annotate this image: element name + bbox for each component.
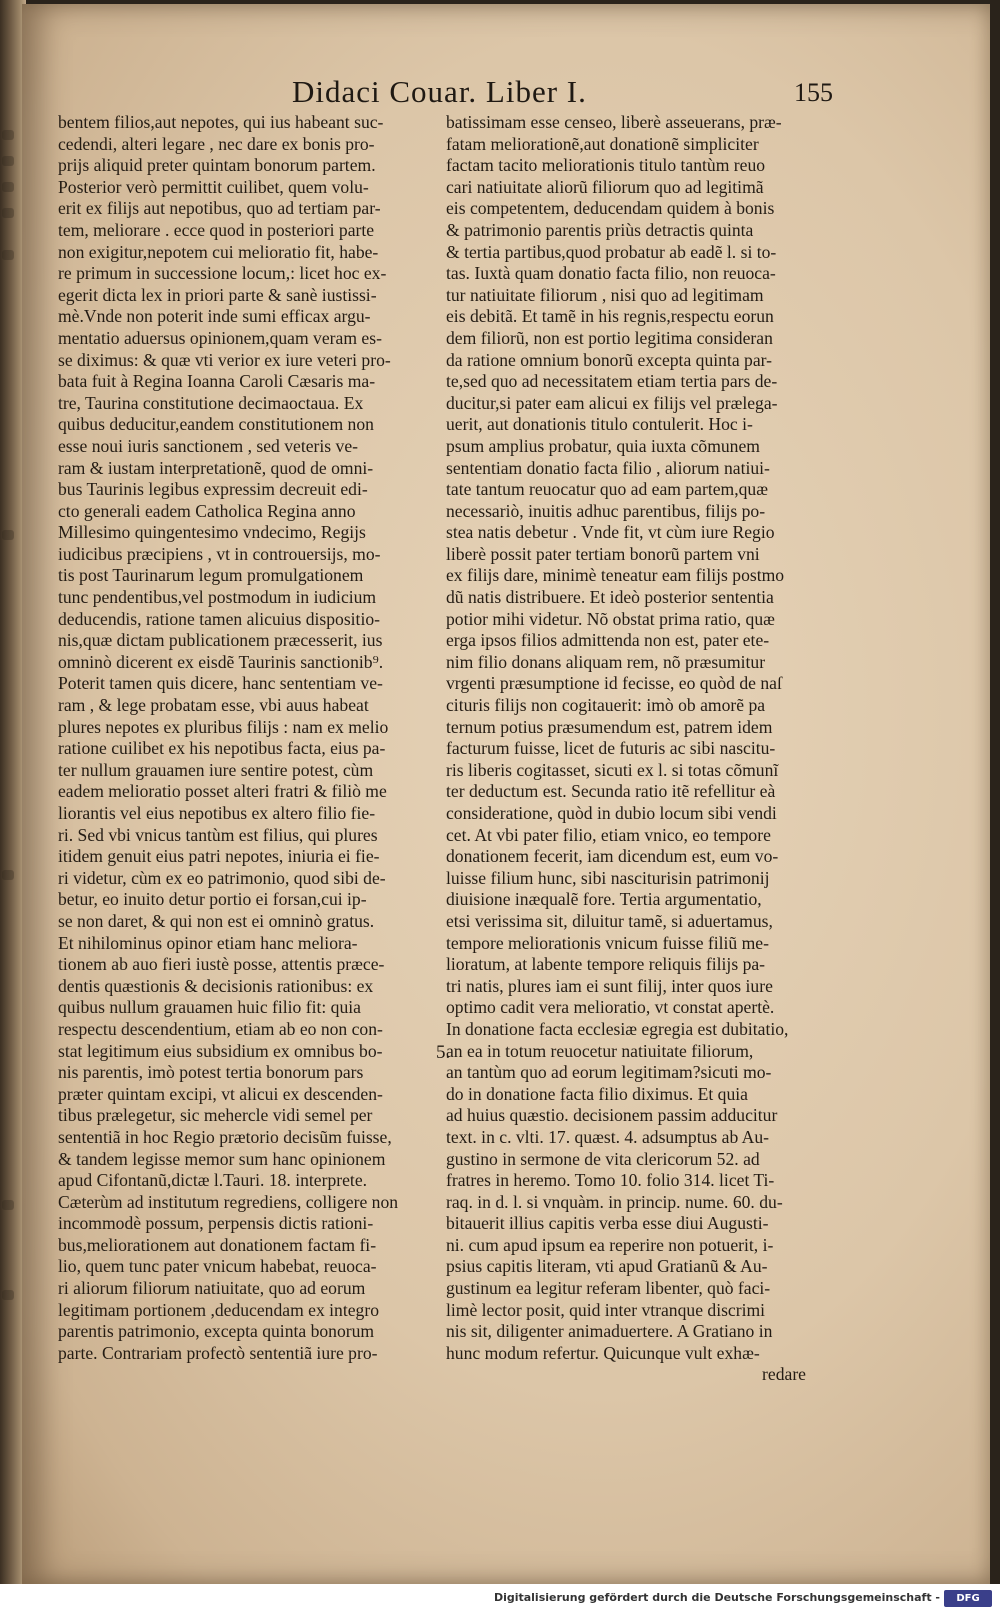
text-line: iudicibus præcipiens , vt in controuersijs, mo-: [58, 543, 381, 564]
text-line: an ea in totum reuocetur natiuitate filiorum,: [446, 1040, 754, 1061]
text-line: liberè possit pater tertiam bonorũ partem vni: [446, 543, 760, 564]
text-line: tur natiuitate filiorum , nisi quo ad legitimam: [446, 284, 764, 305]
text-line: tas. Iuxtà quam donatio facta filio, non reuoca-: [446, 263, 776, 284]
text-line: esse noui iuris sanctionem , sed veteris ve-: [58, 435, 358, 456]
text-line: Et nihilominus opinor etiam hanc meliora-: [58, 932, 358, 953]
text-line: ni. cum apud ipsum ea reperire non potuerit, i-: [446, 1234, 774, 1255]
text-line: parentis patrimonio, excepta quinta bonorum: [58, 1321, 375, 1342]
text-line: Posterior verò permittit cuilibet, quem volu-: [58, 176, 369, 197]
text-column-left: [58, 112, 418, 1532]
text-line: do in donatione facta filio diximus. Et quia: [446, 1083, 748, 1104]
text-line: cituris filijs non cogitauerit: imò ob amorẽ pa: [446, 695, 766, 716]
text-line: cet. At vbi pater filio, etiam vnico, eo tempore: [446, 824, 771, 845]
text-line: re primum in successione locum,: licet hoc ex-: [58, 263, 387, 284]
text-line: liorantis vel eius nepotibus ex altero filio fie-: [58, 803, 376, 823]
text-line: ri aliorum filiorum natiuitate, quo ad eorum: [58, 1278, 366, 1299]
text-line: eis debitã. Et tamẽ in his regnis,respectu eorun: [446, 306, 774, 327]
text-line: ternum potius præsumendum est, patrem idem: [446, 716, 773, 737]
text-line: tionem ab auo fieri iustè posse, attentis præce-: [58, 954, 385, 975]
text-line: optimo cadit vera melioratio, vt constat apertè.: [446, 997, 775, 1018]
text-line: an tantùm quo ad eorum legitimam?sicuti mo-: [446, 1062, 772, 1083]
text-line: & patrimonio parentis priùs detractis quinta: [446, 219, 754, 240]
text-line: plures nepotes ex pluribus filijs : nam ex melio: [58, 716, 389, 737]
text-line: ducitur,si pater eam alicui ex filijs vel prælega-: [446, 392, 778, 413]
text-line: batissimam esse censeo, liberè asseuerans, præ-: [446, 112, 782, 132]
text-line: fatam meliorationẽ,aut donationẽ simpliciter: [446, 133, 759, 154]
text-line: vrgenti præsumptione id fecisse, eo quòd de naſ: [446, 673, 782, 694]
text-line: quibus deducitur,eandem constitutionem non: [58, 414, 374, 435]
text-line: ram , & lege probatam esse, vbi auus habeat: [58, 695, 369, 716]
text-line: dem filiorũ, non est portio legitima consideran: [446, 327, 773, 348]
text-line: tate tantum reuocatur quo ad eam partem,quæ: [446, 479, 768, 500]
text-line: bata fuit à Regina Ioanna Caroli Cæsaris ma-: [58, 371, 376, 392]
text-line: stea natis debetur . Vnde fit, vt cùm iure Regio: [446, 522, 775, 543]
text-line: tri natis, plures iam ei sunt filij, inter quos iure: [446, 975, 773, 996]
text-line: parte. Contrariam profectò sententiã iure pro-: [58, 1342, 378, 1363]
text-line: text. in c. vlti. 17. quæst. 4. adsumptus ab Au-: [446, 1126, 770, 1147]
text-line: respectu descendentium, etiam ab eo non con-: [58, 1018, 383, 1039]
text-line: præter quintam excipi, vt alicui ex descenden-: [58, 1083, 383, 1104]
text-line: ri. Sed vbi vnicus tantùm est filius, qui plures: [58, 824, 378, 845]
text-line: da ratione omnium bonorũ excepta quinta par-: [446, 349, 772, 370]
text-line: gustino in sermone de vita clericorum 52. ad: [446, 1148, 760, 1169]
text-line: donationem fecerit, iam dicendum est, eum vo-: [446, 846, 779, 867]
text-line: & tandem legisse memor sum hanc opinionem: [58, 1148, 386, 1169]
text-line: raq. in d. l. si vnquàm. in princip. nume. 60. du-: [446, 1191, 783, 1212]
text-line: non exigitur,nepotem cui melioratio fit, habe-: [58, 241, 379, 262]
text-line: gustinum ea legitur referam libenter, quò faci-: [446, 1278, 771, 1299]
text-line: erit ex filijs aut nepotibus, quo ad tertiam par-: [58, 198, 381, 219]
text-line: ad huius quæstio. decisionem passim adducitur: [446, 1105, 778, 1126]
text-line: tre, Taurina constitutione decimaoctaua. Ex: [58, 392, 364, 413]
text-line: ex filijs dare, minimè teneatur eam filijs postmo: [446, 565, 785, 586]
text-line: nim filio donans aliquam rem, nõ præsumitur: [446, 651, 766, 672]
text-line: fratres in heremo. Tomo 10. folio 314. licet Ti-: [446, 1170, 775, 1191]
text-line: dentis quæstionis & decisionis rationibus: ex: [58, 975, 374, 996]
text-line: eis competentem, deducendam quidem à bonis: [446, 198, 775, 219]
running-title: Didaci Couar. Liber I.: [292, 74, 587, 109]
text-line: itidem genuit eius patri nepotes, iniuria ei fie-: [58, 846, 380, 867]
text-line: redare: [762, 1364, 806, 1385]
text-line: tem, meliorare . ecce quod in posteriori parte: [58, 219, 375, 240]
text-line: tempore meliorationis vnicum fuisse filiũ me-: [446, 932, 769, 953]
text-line: factam tacito meliorationis titulo tantùm reuo: [446, 155, 766, 176]
text-line: potior mihi videtur. Nõ obstat prima ratio, quæ: [446, 608, 775, 629]
margin-section-number: 5.: [436, 1042, 451, 1063]
text-line: se non daret, & qui non est ei omninò gratus.: [58, 910, 375, 931]
digitization-footer: [0, 1584, 1000, 1614]
text-line: stat legitimum eius subsidium ex omnibus bo-: [58, 1040, 383, 1061]
text-line: ter nullum grauamen iure sentire potest, cùm: [58, 759, 374, 780]
text-line: & tertia partibus,quod probatur ab eadẽ l. si to-: [446, 241, 777, 262]
text-line: lioratum, at labente tempore reliquis filijs pa-: [446, 954, 766, 975]
text-line: consideratione, quòd in dubio locum sibi vendi: [446, 803, 777, 823]
text-line: legitimam portionem ,deducendam ex integro: [58, 1299, 379, 1320]
facing-page-edge: [0, 110, 20, 1310]
text-line: In donatione facta ecclesiæ egregia est dubitatio,: [446, 1018, 789, 1039]
text-line: quibus nullum grauamen huic filio fit: quia: [58, 997, 361, 1018]
text-line: se diximus: & quæ vti verior ex iure veteri pro-: [58, 349, 391, 370]
text-line: bus Taurinis legibus expressim decreuit edi-: [58, 479, 368, 500]
text-line: ratione cuilibet ex his nepotibus facta, eius pa-: [58, 738, 386, 759]
text-line: ram & iustam interpretationẽ, quod de omni-: [58, 457, 374, 478]
text-line: diuisione inæqualẽ fore. Tertia argumentatio,: [446, 889, 762, 910]
text-line: deducendis, ratione tamen alicuius dispositio-: [58, 608, 380, 629]
text-line: psius capitis literam, vti apud Gratianũ & Au-: [446, 1256, 768, 1277]
text-line: tibus prælegetur, sic mehercle vidi semel per: [58, 1105, 373, 1126]
text-line: bus,meliorationem aut donationem factam fi-: [58, 1234, 377, 1255]
text-line: omninò dicerent ex eisdẽ Taurinis sanctionib⁹.: [58, 651, 384, 672]
text-line: uerit, aut donationis titulo contulerit. Hoc i-: [446, 414, 753, 435]
funding-credit: Digitalisierung gefördert durch die Deutsche Forschungsgemeinschaft -: [493, 1591, 940, 1604]
text-line: tunc pendentibus,vel postmodum in iudicium: [58, 587, 377, 608]
text-line: ri videtur, cùm ex eo patrimonio, quod sibi de-: [58, 867, 386, 888]
text-line: psum amplius probatur, quia iuxta cõmunem: [446, 435, 760, 456]
text-line: Millesimo quingentesimo vndecimo, Regijs: [58, 522, 366, 543]
text-line: sententiã in hoc Regio prætorio decisũm fuisse,: [58, 1126, 392, 1147]
text-line: cari natiuitate aliorũ filiorum quo ad legitimã: [446, 176, 764, 197]
text-line: nis,quæ dictam publicationem præcesserit, ius: [58, 630, 383, 651]
text-line: hunc modum refertur. Quicunque vult exhæ-: [446, 1342, 760, 1363]
text-line: te,sed quo ad necessitatem etiam tertia pars de-: [446, 371, 778, 392]
text-line: mè.Vnde non poterit inde sumi efficax argu-: [58, 306, 371, 327]
book-page: [22, 4, 990, 1584]
text-line: cedendi, alteri legare , nec dare ex bonis pro-: [58, 133, 375, 154]
text-line: nis parentis, imò potest tertia bonorum pars: [58, 1062, 364, 1083]
text-line: erga ipsos filios admittenda non est, pater ete-: [446, 630, 770, 651]
dfg-logo: DFG: [944, 1590, 992, 1607]
text-line: apud Cifontanũ,dictæ l.Tauri. 18. interprete.: [58, 1170, 368, 1191]
text-line: ter deductum est. Secunda ratio itẽ refellitur eà: [446, 781, 776, 802]
text-line: egerit dicta lex in priori parte & sanè iustissi-: [58, 284, 377, 305]
text-line: Poterit tamen quis dicere, hanc sententiam ve-: [58, 673, 383, 694]
text-line: betur, eo inuito detur portio ei forsan,cui ip-: [58, 889, 367, 910]
text-line: prijs aliquid preter quintam bonorum partem.: [58, 155, 376, 176]
text-column-right: [446, 112, 806, 1532]
text-line: nis sit, diligenter animaduertere. A Gratiano in: [446, 1321, 773, 1342]
text-line: limè lector posit, quid inter vtranque discrimi: [446, 1299, 766, 1320]
text-line: etsi verissima sit, diluitur tamẽ, si aduertamus,: [446, 910, 773, 931]
text-line: ris liberis cogitasset, sicuti ex l. si totas cõmunĩ: [446, 759, 779, 780]
text-line: dũ natis distribuere. Et ideò posterior sententia: [446, 587, 774, 608]
text-line: bentem filios,aut nepotes, qui ius habeant suc-: [58, 112, 384, 132]
text-line: bitauerit illius capitis verba esse diui Augusti-: [446, 1213, 769, 1234]
text-line: necessariò, inuitis adhuc parentibus, filijs po-: [446, 500, 766, 521]
text-line: sententiam donatio facta filio , aliorum natiui-: [446, 457, 770, 478]
text-line: Cæterùm ad institutum regrediens, colligere non: [58, 1191, 399, 1212]
text-line: facturum fuisse, licet de futuris ac sibi nascitu-: [446, 738, 776, 759]
text-line: lio, quem tunc pater vnicum habebat, reuoca-: [58, 1256, 377, 1277]
folio-number: 155: [794, 78, 833, 107]
text-line: eadem melioratio posset alteri fratri & filiò me: [58, 781, 387, 802]
text-line: luisse filium hunc, sibi nasciturisin patrimonij: [446, 867, 770, 888]
text-line: cto generali eadem Catholica Regina anno: [58, 500, 356, 521]
text-line: incommodè possum, perpensis dictis rationi-: [58, 1213, 374, 1234]
text-line: tis post Taurinarum legum promulgationem: [58, 565, 364, 586]
text-line: mentatio aduersus opinionem,quam veram es-: [58, 327, 382, 348]
